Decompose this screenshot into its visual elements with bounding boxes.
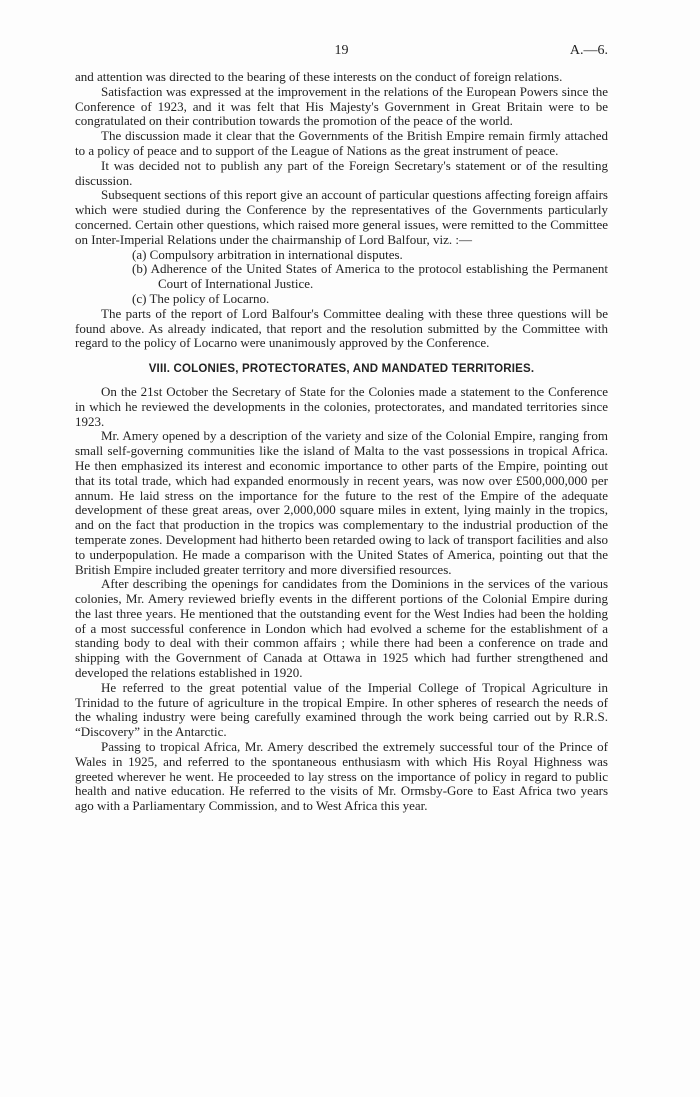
document-reference: A.—6.	[569, 43, 608, 58]
paragraph: Satisfaction was expressed at the improvement in the relations of the European Powers since the Conference of 1923, and it was felt that His Majesty's Government in Great Britain were to be congratulated on their contribution towards the promotion of the peace of the world.	[75, 83, 608, 129]
paragraph: He referred to the great potential value of the Imperial College of Tropical Agriculture in Trinidad to the future of agriculture in the tropical Empire. In other spheres of research the needs of the whaling industry were being carefully examined through the work being carried out by R.R.S. “Discovery” in the Antarctic.	[75, 679, 608, 740]
page-number: 19	[334, 43, 349, 58]
page-header	[75, 43, 608, 63]
paragraph: Mr. Amery opened by a description of the variety and size of the Colonial Empire, ranging from small self-governing communities like the island of Malta to the vast possessions in tropical Africa. He then emphasized its interest and economic importance to other parts of the Empire, pointing out that its total trade, which had expanded enormously in recent years, was now over £500,000,000 per annum. He laid stress on the importance for the future to the rest of the Empire of the adequate development of these great areas, over 2,000,000 square miles in extent, lying mainly in the tropics, and on the fact that production in the tropics was complementary to the industrial production of the temperate zones. Development had hitherto been retarded owing to lack of transport facilities and also to underpopulation. He made a comparison with the United States of America, pointing out that the British Empire included greater territory and more diversified resources.	[75, 428, 608, 577]
list-item: (b) Adherence of the United States of America to the protocol establishing the Permanent Court of International Justice.	[132, 261, 608, 292]
list-item: (a) Compulsory arbitration in international disputes.	[132, 246, 403, 262]
list-item: (c) The policy of Locarno.	[132, 290, 270, 306]
section-heading: VIII. COLONIES, PROTECTORATES, AND MANDATED TERRITORIES.	[148, 363, 535, 376]
paragraph: Passing to tropical Africa, Mr. Amery described the extremely successful tour of the Prince of Wales in 1925, and referred to the spontaneous enthusiasm with which His Royal Highness was greeted wherever he went. He proceeded to lay stress on the importance of policy in regard to public health and native education. He referred to the visits of Mr. Ormsby-Gore to East Africa two years ago with a Parliamentary Commission, and to West Africa this year.	[75, 739, 608, 814]
document-body	[75, 70, 608, 814]
paragraph: The parts of the report of Lord Balfour's Committee dealing with these three questions will be found above. As already indicated, that report and the resolution submitted by the Committee with regard to the policy of Locarno were unanimously approved by the Conference.	[75, 305, 608, 351]
paragraph: After describing the openings for candidates from the Dominions in the services of the various colonies, Mr. Amery reviewed briefly events in the different portions of the Colonial Empire during the last three years. He mentioned that the outstanding event for the West Indies had been the holding of a most successful conference in London which had evolved a scheme for the establishment of a standing body to deal with their common affairs ; while there had been a conference on trade and shipping with the Government of Canada at Ottawa in 1925 which had further strengthened and developed the relations established in 1920.	[75, 576, 608, 681]
paragraph: and attention was directed to the bearing of these interests on the conduct of foreign relations.	[75, 69, 563, 84]
paragraph: It was decided not to publish any part of the Foreign Secretary's statement or of the resulting discussion.	[75, 157, 608, 188]
paragraph: Subsequent sections of this report give an account of particular questions affecting foreign affairs which were studied during the Conference by the representatives of the Governments particularly concerned. Certain other questions, which raised more general issues, were remitted to the Committee on Inter-Imperial Relations under the chairmanship of Lord Balfour, viz. :—	[75, 187, 608, 247]
paragraph: The discussion made it clear that the Governments of the British Empire remain firmly attached to a policy of peace and to support of the League of Nations as the great instrument of peace.	[75, 128, 608, 158]
paragraph: On the 21st October the Secretary of State for the Colonies made a statement to the Conference in which he reviewed the developments in the colonies, protectorates, and mandated territories since 1923.	[75, 383, 608, 429]
